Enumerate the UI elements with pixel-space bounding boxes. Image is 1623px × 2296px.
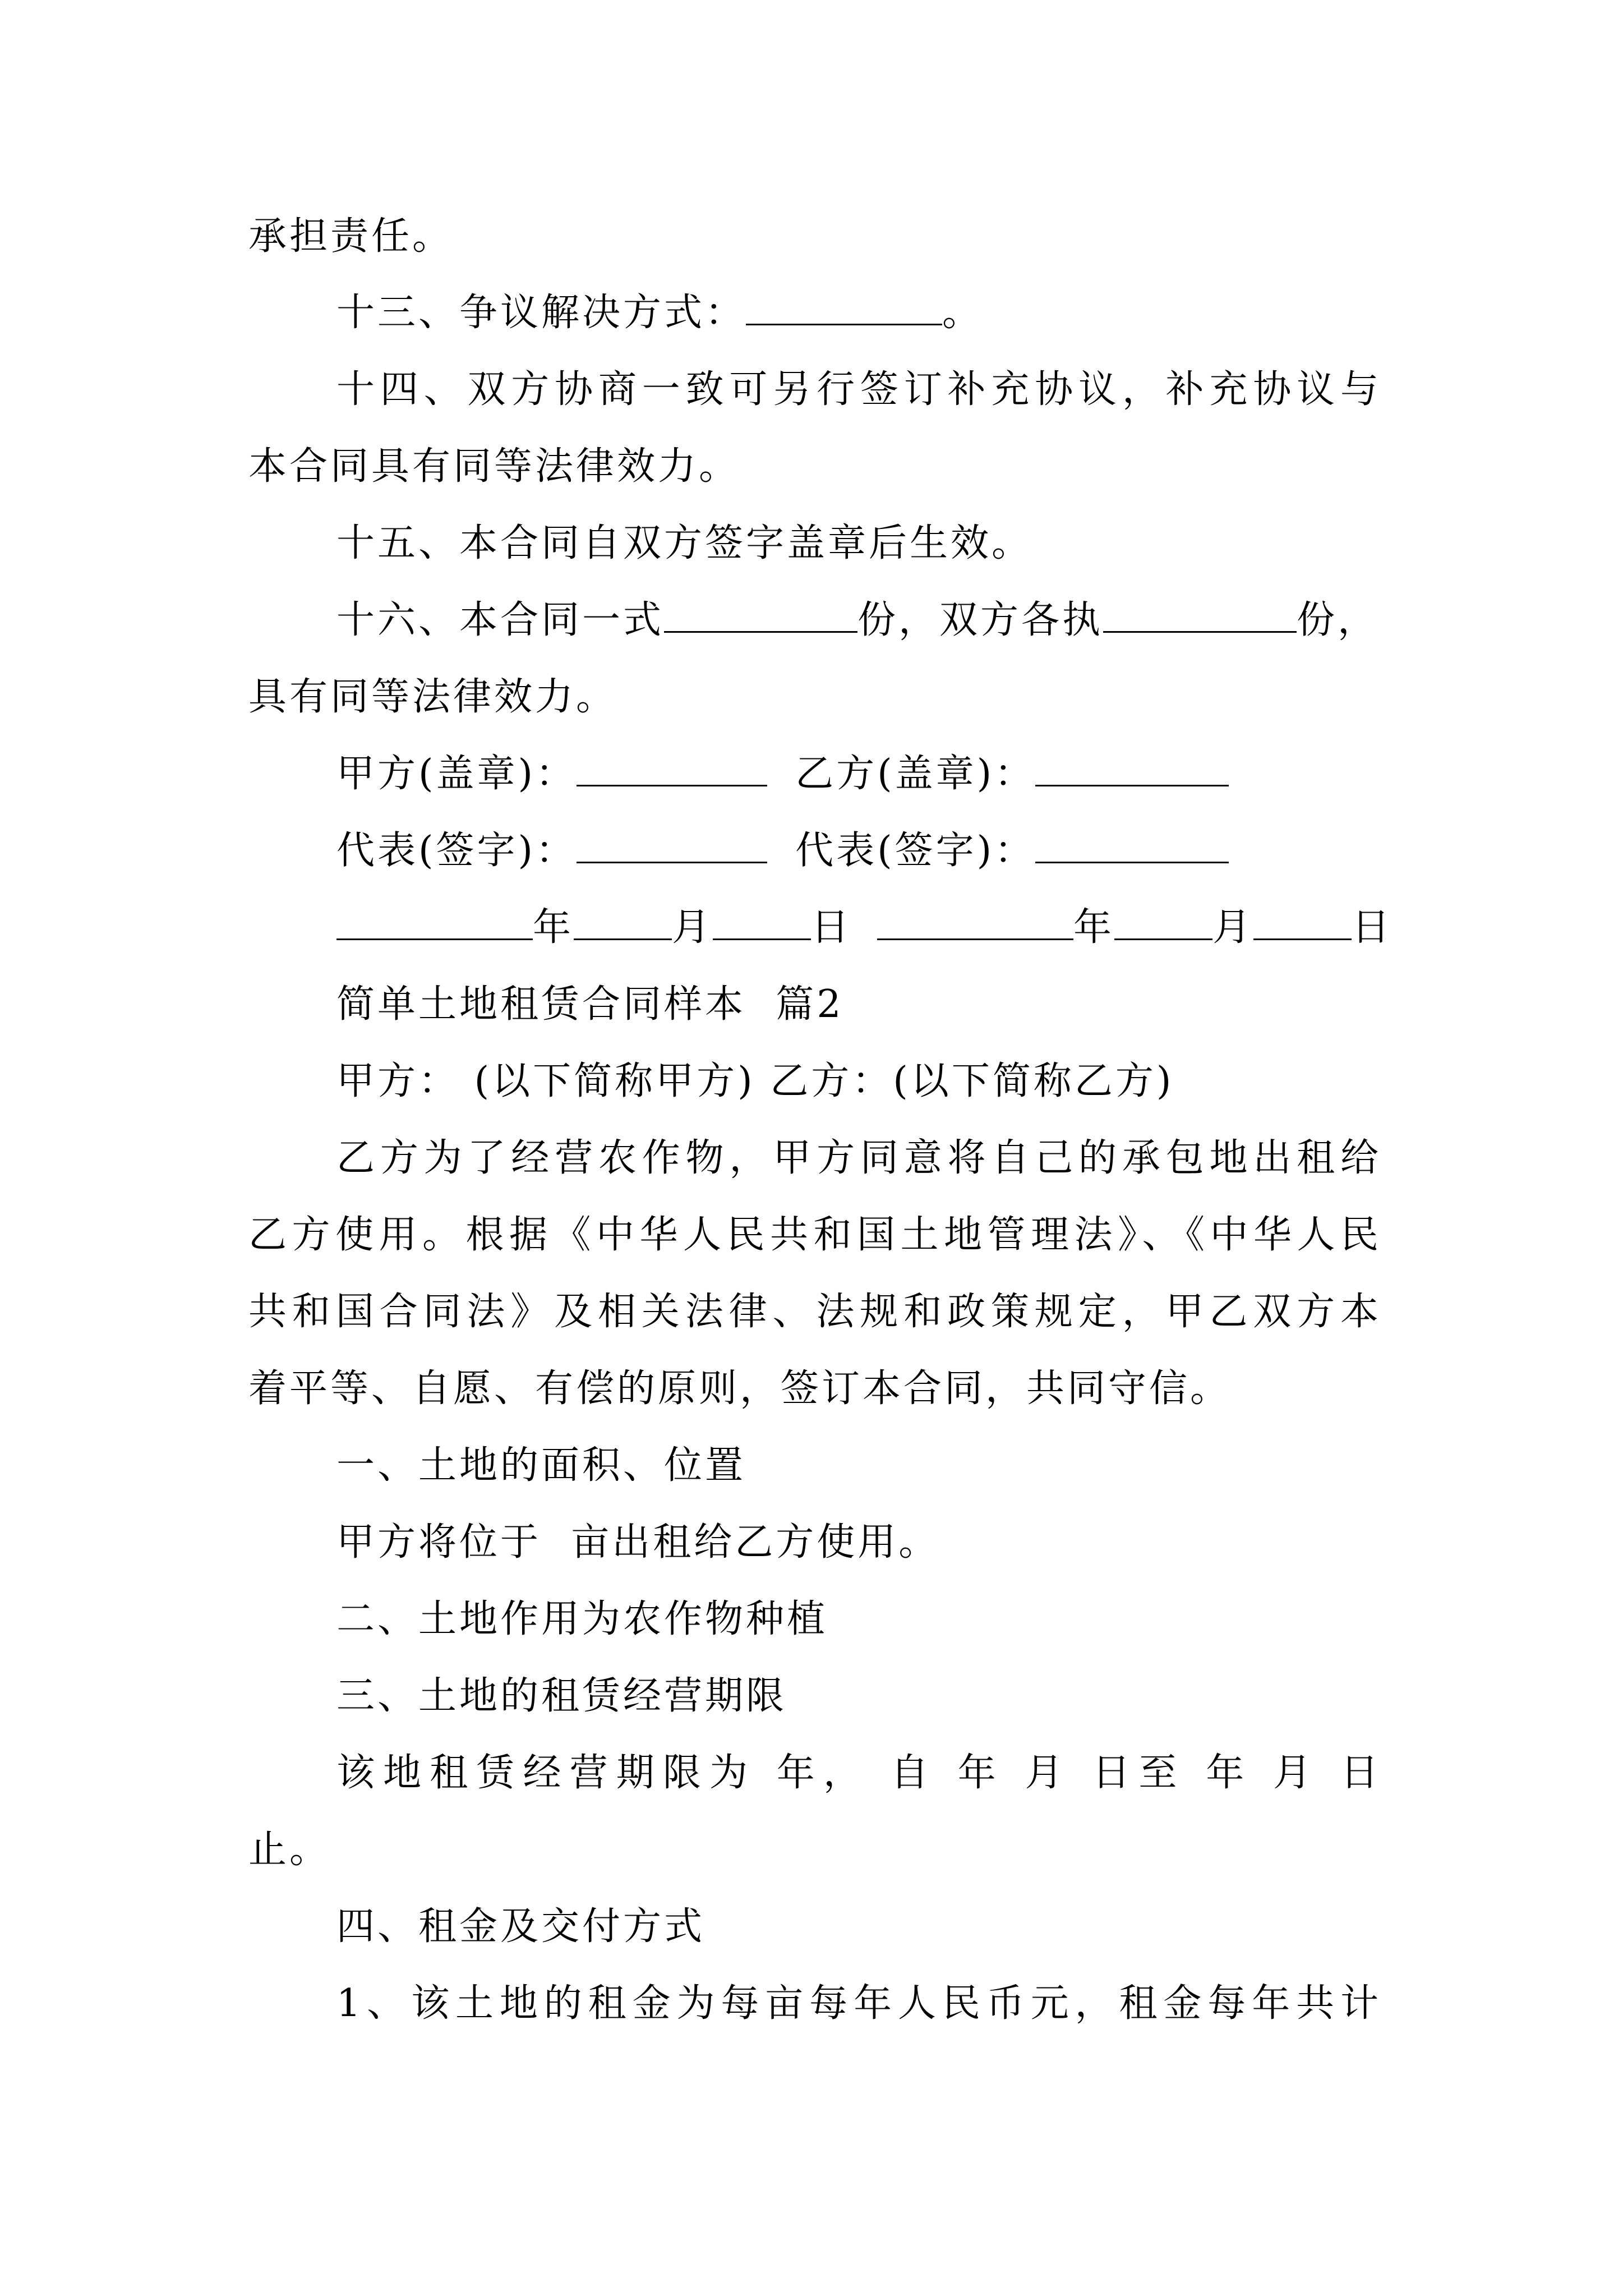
representative-sign-row xyxy=(336,829,1229,873)
blank-field[interactable] xyxy=(1253,906,1352,940)
blank-field[interactable] xyxy=(1035,829,1229,863)
paragraph-line: 共和国合同法》及相关法律、法规和政策规定，甲乙双方本 xyxy=(248,1290,1378,1334)
party-b-seal-label: 乙方(盖章)： xyxy=(795,752,1036,796)
blank-field[interactable] xyxy=(574,906,672,940)
rep-a-sign-label: 代表(签字)： xyxy=(336,829,577,873)
blank-field[interactable] xyxy=(664,599,857,633)
day-label: 日 xyxy=(1352,905,1393,950)
clause-heading: 三、土地的租赁经营期限 xyxy=(336,1674,787,1718)
blank-field[interactable] xyxy=(577,752,767,786)
clause-16-mid: 份，双方各执 xyxy=(857,598,1104,642)
year-label: 年 xyxy=(533,905,574,950)
paragraph-line: 1、该土地的租金为每亩每年人民币元，租金每年共计 xyxy=(336,1981,1378,2026)
clause-heading: 一、土地的面积、位置 xyxy=(336,1443,746,1488)
clause-heading: 四、租金及交付方式 xyxy=(336,1904,706,1949)
paragraph-line: 十五、本合同自双方签字盖章后生效。 xyxy=(336,521,1033,565)
clause-13-end: 。 xyxy=(942,291,984,335)
paragraph-line: 乙方为了经营农作物，甲方同意将自己的承包地出租给 xyxy=(336,1136,1378,1180)
blank-field[interactable] xyxy=(1103,599,1297,633)
paragraph-line: 着平等、自愿、有偿的原则，签订本合同，共同守信。 xyxy=(248,1366,1232,1411)
paragraph-line: 本合同具有同等法律效力。 xyxy=(248,444,740,489)
parties-line: 甲方： (以下简称甲方) 乙方：(以下简称乙方) xyxy=(336,1059,1174,1103)
day-label: 日 xyxy=(811,905,852,950)
paragraph-line: 乙方使用。根据《中华人民共和国土地管理法》、《中华人民 xyxy=(248,1213,1378,1257)
blank-field[interactable] xyxy=(746,291,942,325)
blank-field[interactable] xyxy=(336,906,533,940)
month-label: 月 xyxy=(672,905,713,950)
blank-field[interactable] xyxy=(877,906,1073,940)
blank-field[interactable] xyxy=(1114,906,1212,940)
paragraph-line: 承担责任。 xyxy=(248,214,454,259)
paragraph-line: 止。 xyxy=(248,1828,331,1872)
paragraph-line: 甲方将位于 亩出租给乙方使用。 xyxy=(336,1520,940,1565)
clause-16-copies xyxy=(336,598,1378,643)
section-heading: 简单土地租赁合同样本 篇2 xyxy=(336,982,844,1027)
clause-heading: 二、土地作用为农作物种植 xyxy=(336,1597,828,1641)
rep-b-sign-label: 代表(签字)： xyxy=(795,829,1036,873)
clause-16-end: 份， xyxy=(1297,598,1379,642)
clause-13-label: 十三、争议解决方式： xyxy=(336,291,746,335)
date-row xyxy=(336,905,1393,950)
blank-field[interactable] xyxy=(577,829,767,863)
month-label: 月 xyxy=(1212,905,1254,950)
paragraph-line: 十四、双方协商一致可另行签订补充协议，补充协议与 xyxy=(336,367,1378,412)
blank-field[interactable] xyxy=(713,906,811,940)
year-label: 年 xyxy=(1073,905,1115,950)
paragraph-line: 具有同等法律效力。 xyxy=(248,675,617,719)
clause-16-label: 十六、本合同一式 xyxy=(336,598,665,642)
paragraph-line: 该地租赁经营期限为 年， 自 年 月 日至 年 月 日 xyxy=(336,1751,1378,1795)
party-a-seal-row xyxy=(336,752,1229,797)
party-a-seal-label: 甲方(盖章)： xyxy=(336,752,577,796)
clause-13-dispute xyxy=(336,291,983,335)
blank-field[interactable] xyxy=(1035,752,1229,786)
